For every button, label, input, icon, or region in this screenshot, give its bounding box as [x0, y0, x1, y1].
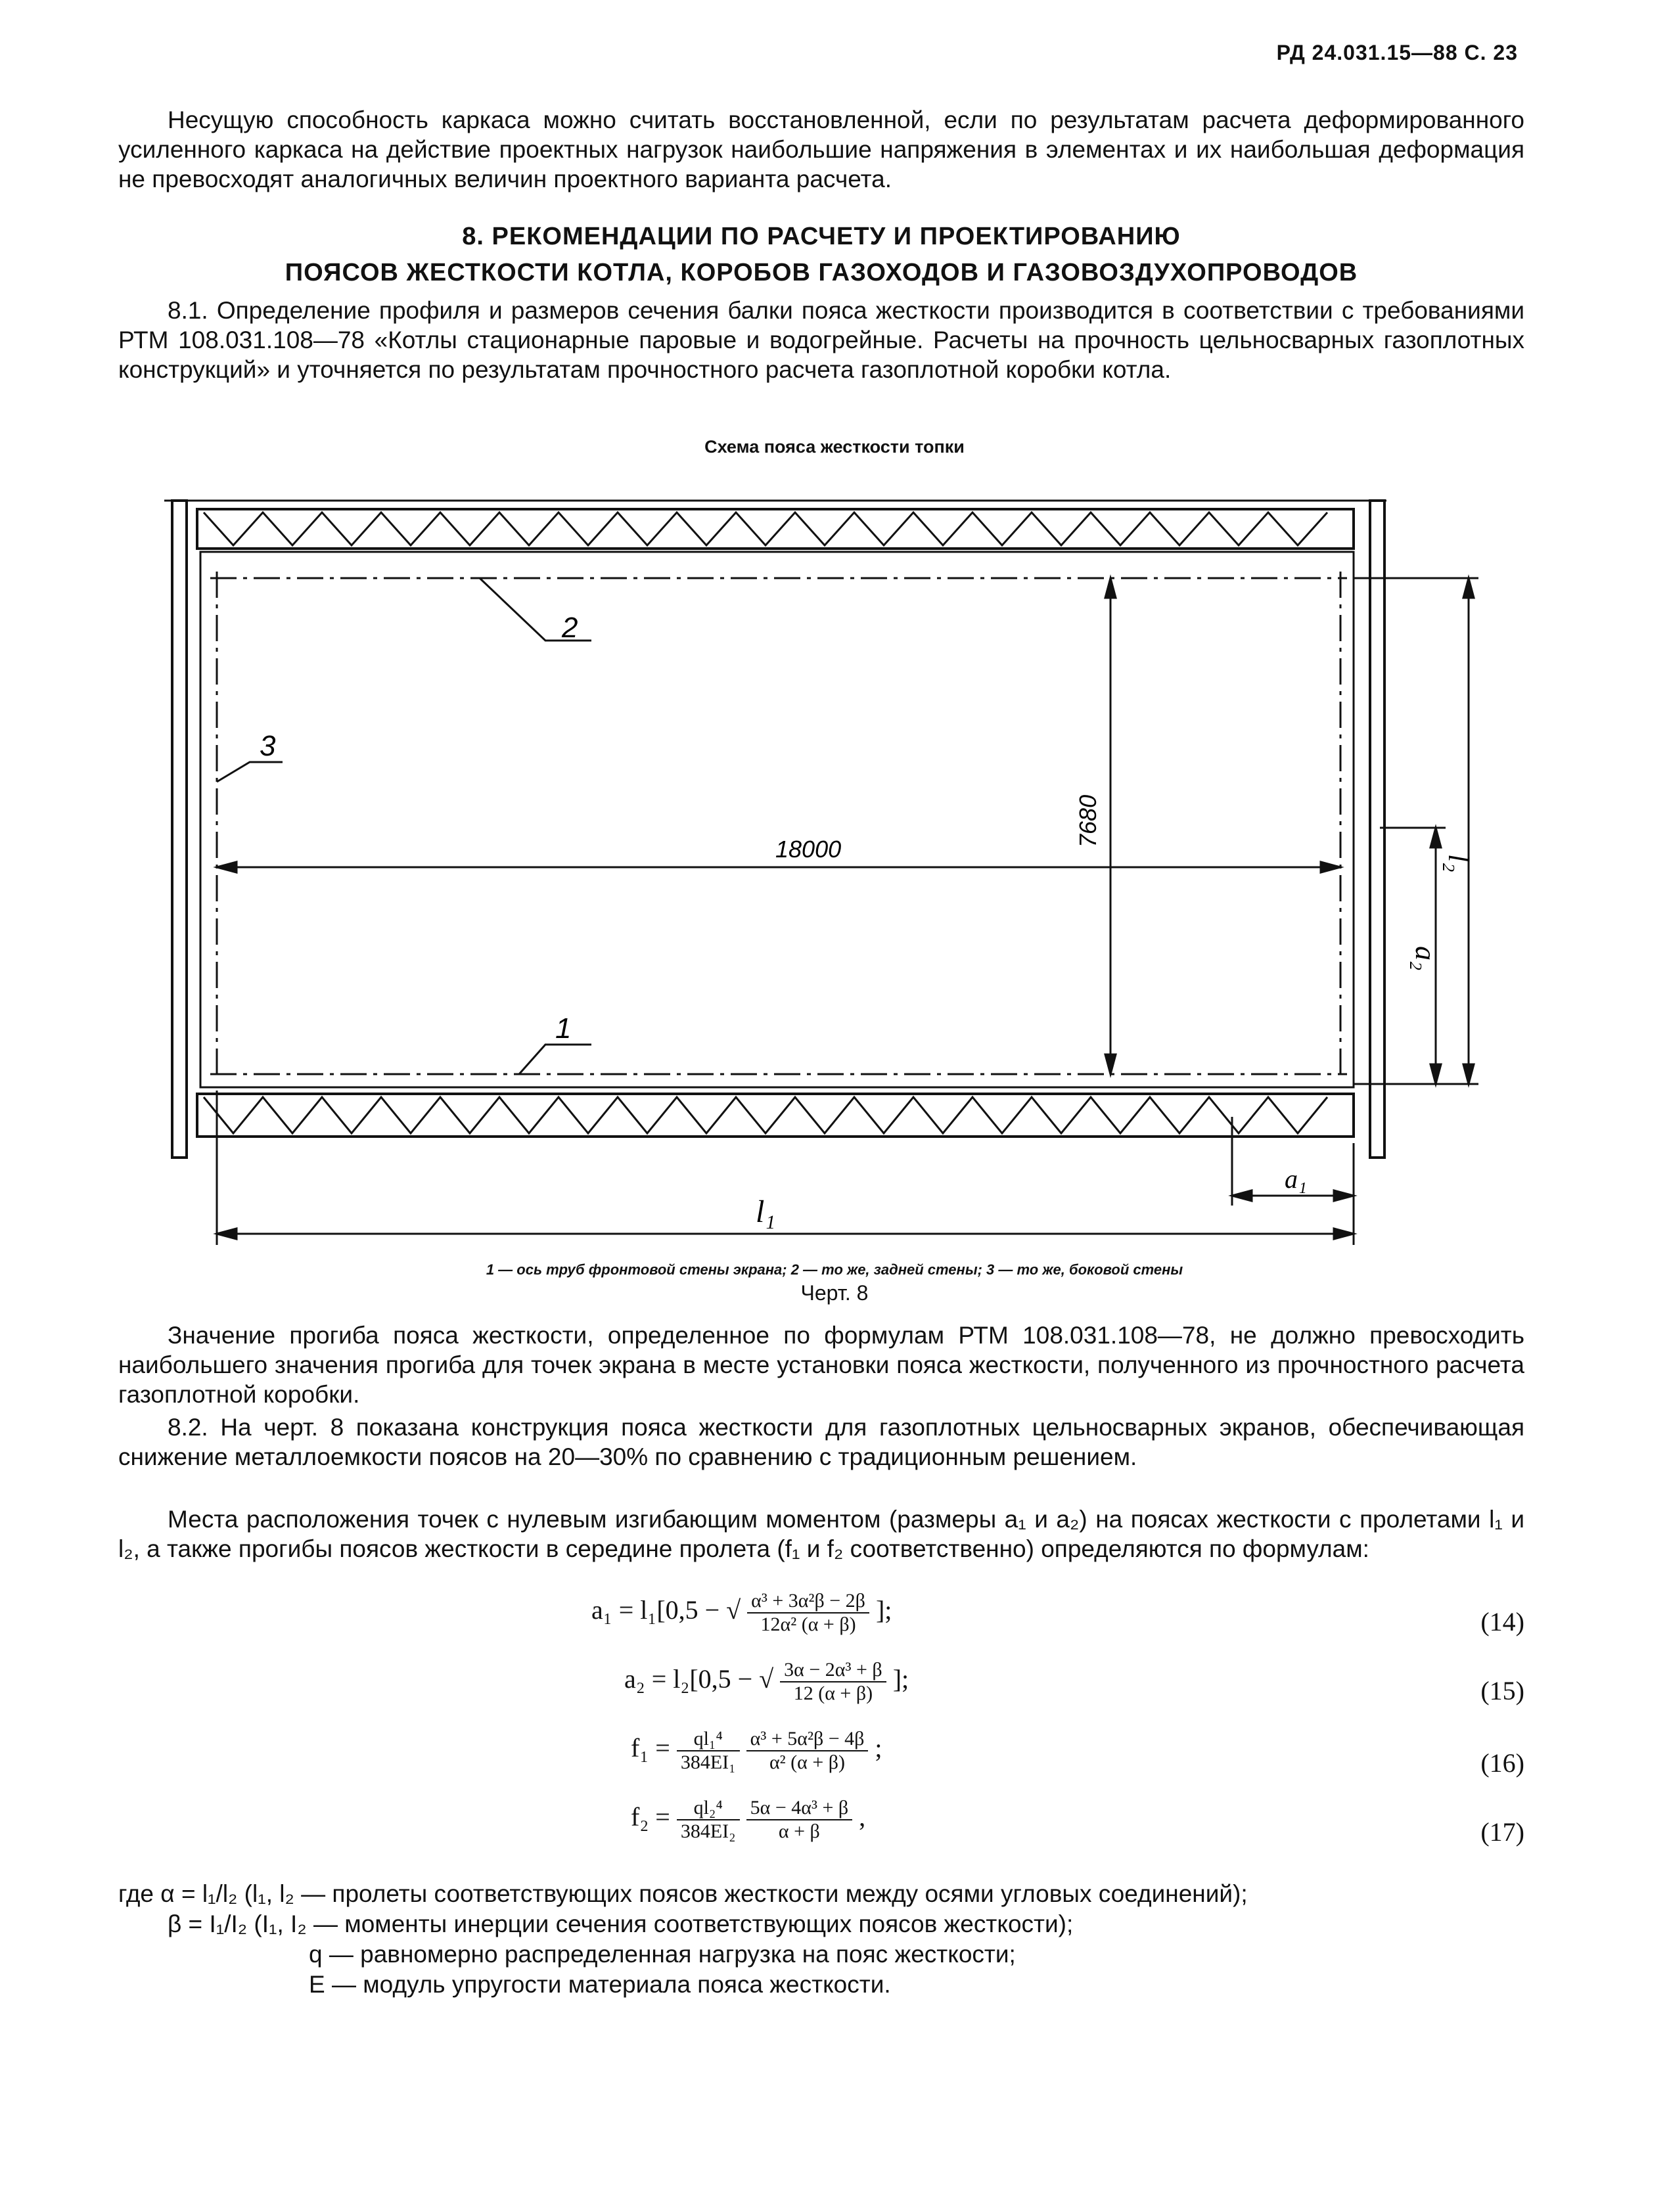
- equation-15-tail: ];: [892, 1664, 909, 1694]
- dimension-height-label: 7680: [1074, 794, 1101, 847]
- label-l2: l₂: [1442, 854, 1475, 872]
- equation-16-tail: ;: [875, 1733, 882, 1763]
- figure-title: Схема пояса жесткости топки: [704, 437, 965, 457]
- equation-17-tail: ,: [859, 1802, 866, 1832]
- intro-paragraph: Несущую способность каркаса можно считать восстановленной, если по результатам расчета деформированного усиленного каркаса на действие проектных нагрузок наибольшие напряжения в элементах и их наибольшая деформация не превосходят аналогичных величин проектного варианта расчета.: [118, 106, 1524, 192]
- equation-17-num: ql₂⁴: [677, 1797, 740, 1820]
- running-head: РД 24.031.15—88 С. 23: [1276, 41, 1518, 64]
- equation-17-num2: 5α − 4α³ + β: [746, 1797, 853, 1820]
- leader-3: [217, 762, 283, 782]
- definitions: [118, 1879, 1564, 2000]
- equation-14: [591, 1590, 892, 1656]
- equation-14-lhs: a₁ = l₁[0,5 − √: [591, 1595, 741, 1625]
- equation-17: [631, 1797, 865, 1862]
- label-1: 1: [555, 1012, 572, 1045]
- equation-17-lhs: f₂ =: [631, 1802, 670, 1832]
- paragraph-places: Места расположения точек с нулевым изгибающим моментом (размеры a₁ и a₂) на поясах жесткости с пролетами l₁ и l₂, а также прогибы поясов жесткости в середине пролета (f₁ и f₂ соответственно) определяются по формулам:: [118, 1506, 1524, 1562]
- dimension-width: [217, 862, 1340, 872]
- label-2: 2: [562, 612, 578, 644]
- bottom-beam: [197, 1094, 1354, 1137]
- equation-16-number: (16): [1480, 1748, 1524, 1778]
- equation-17-den2: α + β: [778, 1820, 820, 1842]
- definition-e: E — модуль упругости материала пояса жесткости.: [309, 1971, 891, 1998]
- dimension-l2: [1354, 578, 1478, 1084]
- dimension-width-label: 18000: [775, 836, 842, 863]
- dimension-l1: [217, 1091, 1354, 1245]
- equation-17-number: (17): [1480, 1817, 1524, 1847]
- equation-17-den: 384EI₂: [680, 1820, 736, 1842]
- definition-q: q — равномерно распределенная нагрузка на пояс жесткости;: [309, 1941, 1016, 1968]
- left-column: [172, 501, 187, 1158]
- leader-1: [519, 1045, 591, 1074]
- label-a2: a₂: [1409, 946, 1442, 971]
- equation-15-den: 12 (α + β): [793, 1682, 873, 1704]
- label-3: 3: [260, 730, 276, 762]
- truss-bottom-diagonals: [204, 1097, 1327, 1133]
- equation-15: [624, 1659, 909, 1725]
- equation-14-number: (14): [1480, 1607, 1524, 1636]
- equation-15-number: (15): [1480, 1676, 1524, 1705]
- equation-16-den2: α² (α + β): [769, 1751, 846, 1773]
- definition-alpha: где α = l₁/l₂ (l₁, l₂ — пролеты соответствующих поясов жесткости между осями угловых соединений);: [118, 1880, 1248, 1907]
- label-a1: a₁: [1285, 1164, 1307, 1194]
- paragraph-deflection: Значение прогиба пояса жесткости, определенное по формулам РТМ 108.031.108—78, не должно превосходить наибольшего значения прогиба для точек экрана в месте установки пояса жесткости, полученного из прочностного расчета газоплотной коробки.: [118, 1322, 1524, 1408]
- dimension-height: [1105, 578, 1116, 1074]
- figure-legend: 1 — ось труб фронтовой стены экрана; 2 — то же, задней стены; 3 — то же, боковой стены: [486, 1261, 1183, 1278]
- equation-16: [631, 1728, 882, 1794]
- top-truss: [204, 512, 1327, 545]
- equation-14-den: 12α² (α + β): [760, 1614, 856, 1635]
- equation-16-num2: α³ + 5α²β − 4β: [746, 1728, 869, 1751]
- right-column: [1370, 501, 1384, 1158]
- equation-16-den: 384EI₁: [680, 1751, 736, 1773]
- section-heading-line1: 8. РЕКОМЕНДАЦИИ ПО РАСЧЕТУ И ПРОЕКТИРОВАНИЮ: [462, 223, 1181, 250]
- paragraph-8-1: 8.1. Определение профиля и размеров сечения балки пояса жесткости производится в соответствии с требованиями РТМ 108.031.108—78 «Котлы стационарные паровые и водогрейные. Расчеты на прочность цельносварных газоплотных конструкций» и уточняется по результатам прочностного расчета газоплотной коробки котла.: [118, 297, 1524, 383]
- top-beam: [197, 509, 1354, 549]
- paragraph-8-2: 8.2. На черт. 8 показана конструкция пояса жесткости для газоплотных цельносварных экранов, обеспечивающая снижение металлоемкости поясов на 20—30% по сравнению с традиционным решением.: [118, 1414, 1524, 1470]
- equation-14-tail: ];: [875, 1595, 892, 1625]
- bottom-truss: [204, 1097, 1327, 1133]
- label-l1: l₁: [756, 1194, 776, 1229]
- firebox-outline: [200, 552, 1354, 1087]
- figure-number: Черт. 8: [800, 1281, 869, 1305]
- equation-15-num: 3α − 2α³ + β: [780, 1659, 886, 1682]
- equation-15-lhs: a₂ = l₂[0,5 − √: [624, 1664, 774, 1694]
- truss-top-diagonals: [204, 512, 1327, 545]
- equation-14-num: α³ + 3α²β − 2β: [747, 1590, 869, 1614]
- section-heading-line2: ПОЯСОВ ЖЕСТКОСТИ КОТЛА, КОРОБОВ ГАЗОХОДОВ И ГАЗОВОЗДУХОПРОВОДОВ: [285, 259, 1358, 286]
- definition-beta: β = I₁/I₂ (I₁, I₂ — моменты инерции сечения соответствующих поясов жесткости);: [168, 1910, 1074, 1937]
- equation-16-lhs: f₁ =: [631, 1733, 670, 1763]
- equation-16-num: ql₁⁴: [677, 1728, 740, 1751]
